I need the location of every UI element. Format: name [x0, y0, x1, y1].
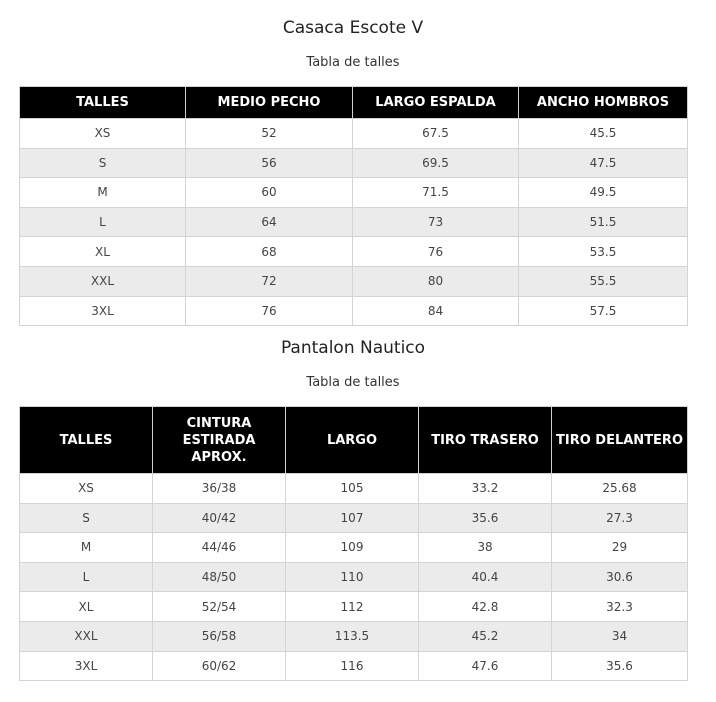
pantalon-table-cell: 29 — [552, 533, 688, 563]
casaca-table-body — [20, 119, 688, 326]
pantalon-header-cintura: CINTURA ESTIRADA APROX. — [153, 407, 286, 474]
pantalon-table-cell: 40.4 — [419, 562, 552, 592]
pantalon-table-cell: XXL — [20, 621, 153, 651]
pantalon-table-cell: 105 — [286, 474, 419, 504]
pantalon-table-row — [20, 651, 688, 681]
pantalon-table-body — [20, 474, 688, 681]
pantalon-header-talles: TALLES — [20, 407, 153, 474]
casaca-table-row — [20, 237, 688, 267]
casaca-table-cell: L — [20, 207, 186, 237]
casaca-table-cell: 72 — [186, 266, 353, 296]
casaca-table-cell: 56 — [186, 148, 353, 178]
pantalon-header-tiro-trasero: TIRO TRASERO — [419, 407, 552, 474]
casaca-table-cell: 68 — [186, 237, 353, 267]
casaca-table-row — [20, 119, 688, 149]
casaca-table-row — [20, 207, 688, 237]
casaca-table-row — [20, 266, 688, 296]
casaca-table-cell: 67.5 — [353, 119, 519, 149]
pantalon-table-cell: 32.3 — [552, 592, 688, 622]
casaca-table-cell: XL — [20, 237, 186, 267]
casaca-table-cell: 52 — [186, 119, 353, 149]
pantalon-table-cell: 60/62 — [153, 651, 286, 681]
casaca-table-cell: 51.5 — [519, 207, 688, 237]
pantalon-header-largo: LARGO — [286, 407, 419, 474]
pantalon-table-cell: 47.6 — [419, 651, 552, 681]
pantalon-table-cell: 45.2 — [419, 621, 552, 651]
pantalon-table-cell: 30.6 — [552, 562, 688, 592]
casaca-table-cell: 60 — [186, 178, 353, 208]
pantalon-header-row — [20, 407, 688, 474]
pantalon-table-cell: L — [20, 562, 153, 592]
casaca-table-cell: 76 — [186, 296, 353, 326]
casaca-title: Casaca Escote V — [282, 18, 424, 38]
pantalon-table-cell: 113.5 — [286, 621, 419, 651]
pantalon-table-cell: 116 — [286, 651, 419, 681]
casaca-header-medio-pecho: MEDIO PECHO — [186, 87, 353, 119]
casaca-table-row — [20, 148, 688, 178]
pantalon-table-row — [20, 562, 688, 592]
pantalon-table-cell: 36/38 — [153, 474, 286, 504]
casaca-header-largo-espalda: LARGO ESPALDA — [353, 87, 519, 119]
casaca-table-cell: 53.5 — [519, 237, 688, 267]
pantalon-table-cell: 44/46 — [153, 533, 286, 563]
casaca-table-cell: XS — [20, 119, 186, 149]
pantalon-table-row — [20, 533, 688, 563]
pantalon-table-cell: 42.8 — [419, 592, 552, 622]
casaca-table-cell: 57.5 — [519, 296, 688, 326]
pantalon-table-cell: M — [20, 533, 153, 563]
casaca-table-cell: M — [20, 178, 186, 208]
pantalon-subtitle: Tabla de talles — [306, 375, 400, 390]
casaca-table-cell: 64 — [186, 207, 353, 237]
casaca-table-cell: 84 — [353, 296, 519, 326]
casaca-table-row — [20, 296, 688, 326]
casaca-header-talles: TALLES — [20, 87, 186, 119]
casaca-table-cell: XXL — [20, 266, 186, 296]
casaca-table-cell: 71.5 — [353, 178, 519, 208]
casaca-table-row — [20, 178, 688, 208]
casaca-table-cell: 49.5 — [519, 178, 688, 208]
casaca-table-cell: 69.5 — [353, 148, 519, 178]
pantalon-table-cell: 48/50 — [153, 562, 286, 592]
casaca-header-row — [20, 87, 688, 119]
pantalon-table-row — [20, 474, 688, 504]
casaca-subtitle: Tabla de talles — [306, 55, 400, 70]
pantalon-table-row — [20, 592, 688, 622]
pantalon-table-cell: 25.68 — [552, 474, 688, 504]
pantalon-title: Pantalon Nautico — [280, 338, 426, 358]
casaca-size-table — [19, 86, 688, 326]
pantalon-table-cell: S — [20, 503, 153, 533]
pantalon-table-cell: 109 — [286, 533, 419, 563]
casaca-table-cell: 80 — [353, 266, 519, 296]
pantalon-table-cell: 56/58 — [153, 621, 286, 651]
casaca-table-cell: 47.5 — [519, 148, 688, 178]
casaca-table-cell: 76 — [353, 237, 519, 267]
casaca-table-cell: 73 — [353, 207, 519, 237]
casaca-table-cell: 3XL — [20, 296, 186, 326]
pantalon-table-cell: 40/42 — [153, 503, 286, 533]
pantalon-table-cell: 107 — [286, 503, 419, 533]
pantalon-table-row — [20, 621, 688, 651]
casaca-table-cell: 45.5 — [519, 119, 688, 149]
pantalon-table-cell: 52/54 — [153, 592, 286, 622]
casaca-table-cell: 55.5 — [519, 266, 688, 296]
pantalon-table-cell: 110 — [286, 562, 419, 592]
pantalon-table-cell: XL — [20, 592, 153, 622]
pantalon-table-cell: 35.6 — [552, 651, 688, 681]
pantalon-table-cell: 33.2 — [419, 474, 552, 504]
pantalon-table-cell: XS — [20, 474, 153, 504]
pantalon-table-row — [20, 503, 688, 533]
casaca-header-ancho-hombros: ANCHO HOMBROS — [519, 87, 688, 119]
pantalon-table-cell: 112 — [286, 592, 419, 622]
pantalon-header-tiro-delantero: TIRO DELANTERO — [552, 407, 688, 474]
pantalon-table-cell: 27.3 — [552, 503, 688, 533]
pantalon-table-cell: 35.6 — [419, 503, 552, 533]
pantalon-size-table — [19, 406, 688, 681]
pantalon-table-cell: 3XL — [20, 651, 153, 681]
pantalon-table-cell: 38 — [419, 533, 552, 563]
pantalon-table-cell: 34 — [552, 621, 688, 651]
casaca-table-cell: S — [20, 148, 186, 178]
